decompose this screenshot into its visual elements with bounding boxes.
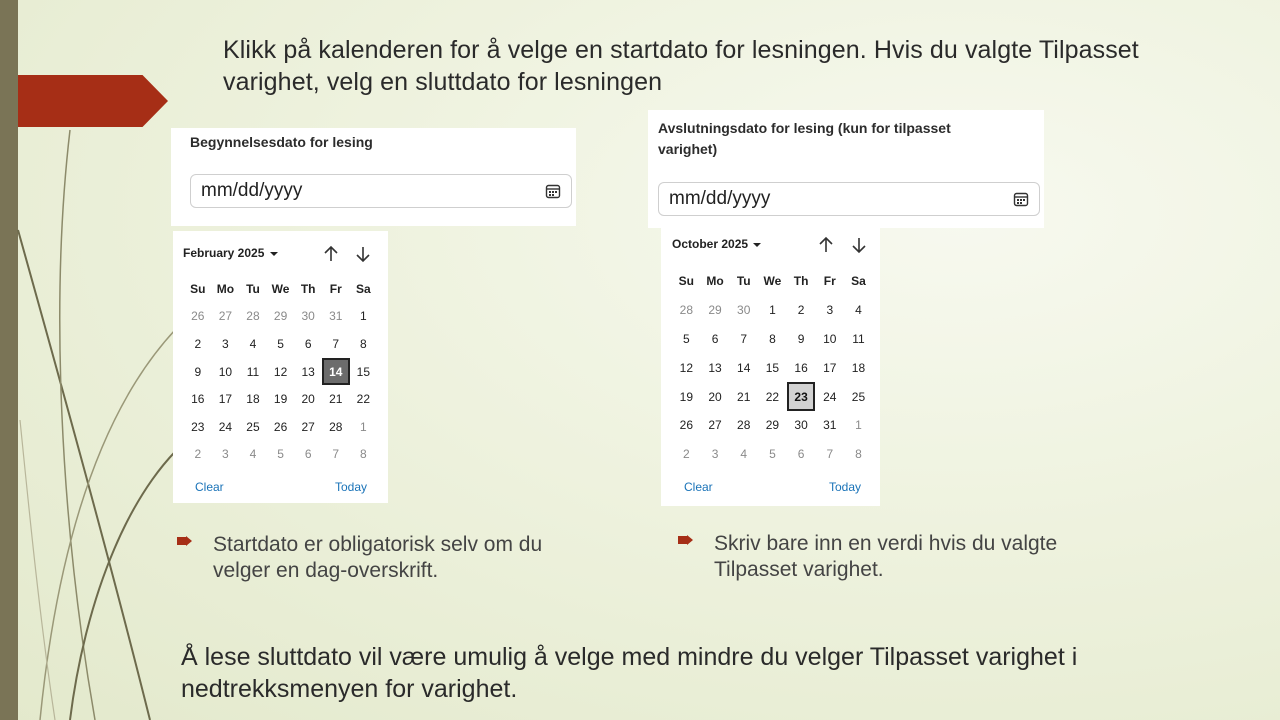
start-day-cell[interactable]: 3: [222, 447, 229, 462]
end-day-cell[interactable]: 3: [711, 447, 719, 462]
end-day-cell[interactable]: 28: [679, 303, 694, 318]
arrow-up-icon[interactable]: [816, 235, 836, 255]
end-day-cell[interactable]: 1: [855, 418, 862, 433]
start-month-selector[interactable]: February 2025: [183, 246, 278, 260]
end-day-cell[interactable]: 2: [683, 447, 690, 462]
end-day-cell[interactable]: 15: [765, 360, 780, 375]
start-day-cell[interactable]: 2: [194, 336, 202, 351]
start-day-cell[interactable]: 11: [246, 364, 260, 379]
start-day-cell[interactable]: 23: [191, 419, 205, 434]
end-day-cell[interactable]: 12: [679, 360, 694, 375]
end-selected-day[interactable]: 23: [787, 382, 816, 411]
calendar-icon[interactable]: [545, 183, 561, 199]
start-day-cell[interactable]: 1: [360, 419, 367, 434]
end-day-cell[interactable]: 19: [679, 389, 694, 404]
end-date-panel: [648, 110, 1044, 228]
end-day-cell[interactable]: 27: [708, 418, 722, 433]
start-day-cell[interactable]: 4: [249, 336, 257, 351]
start-weekday-header: Su: [190, 281, 206, 296]
end-day-cell[interactable]: 13: [708, 360, 722, 375]
end-day-cell[interactable]: 17: [823, 360, 837, 375]
start-day-cell[interactable]: 24: [218, 419, 233, 434]
start-day-cell[interactable]: 17: [218, 392, 233, 407]
start-day-cell[interactable]: 27: [301, 419, 315, 434]
start-weekday-header: Fr: [329, 281, 342, 296]
end-day-cell[interactable]: 4: [855, 303, 862, 318]
caret-down-icon: [270, 251, 278, 257]
start-day-cell[interactable]: 26: [273, 419, 288, 434]
title-arrow-marker: [18, 75, 168, 127]
end-weekday-header: We: [763, 274, 782, 289]
end-weekday-header: Tu: [736, 274, 751, 289]
end-day-cell[interactable]: 24: [823, 389, 837, 404]
start-day-cell[interactable]: 12: [273, 364, 288, 379]
end-day-cell[interactable]: 4: [740, 447, 748, 462]
end-bullet-text: Skriv bare inn en verdi hvis du valgte Tilpasset varighet.: [714, 532, 1058, 581]
end-day-cell[interactable]: 30: [794, 418, 808, 433]
slide-title: Klikk på kalenderen for å velge en startdato for lesningen. Hvis du valgte Tilpasset varighet, velg en sluttdato for lesningen: [223, 36, 1139, 96]
start-weekday-header: Tu: [246, 281, 260, 296]
end-day-cell[interactable]: 9: [797, 331, 805, 346]
start-weekday-header: Th: [300, 281, 316, 296]
end-day-cell[interactable]: 3: [826, 303, 834, 318]
start-weekday-header: Mo: [216, 281, 235, 296]
end-day-cell[interactable]: 18: [851, 360, 866, 375]
end-weekday-header: Th: [793, 274, 809, 289]
slide-footer-note: Å lese sluttdato vil være umulig å velge med mindre du velger Tilpasset varighet i nedtrekksmenyen for varighet.: [181, 643, 1078, 703]
start-day-cell[interactable]: 28: [329, 419, 343, 434]
end-date-placeholder: mm/dd/yyyy: [669, 188, 771, 209]
start-date-label: Begynnelsesdato for lesing: [190, 134, 373, 150]
start-day-cell[interactable]: 5: [277, 447, 284, 462]
end-day-cell[interactable]: 6: [797, 447, 805, 462]
start-day-cell[interactable]: 3: [222, 336, 229, 351]
end-weekday-header: Fr: [823, 274, 836, 289]
start-day-cell[interactable]: 10: [218, 364, 233, 379]
end-weekday-header: Sa: [851, 274, 866, 289]
end-day-cell[interactable]: 7: [826, 447, 834, 462]
start-day-cell[interactable]: 20: [301, 392, 315, 407]
end-clear-button[interactable]: Clear: [684, 480, 713, 494]
end-month-selector[interactable]: October 2025: [672, 237, 761, 251]
start-day-cell[interactable]: 4: [249, 447, 257, 462]
start-day-cell[interactable]: 2: [194, 447, 202, 462]
end-day-cell[interactable]: 7: [740, 331, 748, 346]
start-day-cell[interactable]: 21: [329, 392, 343, 407]
end-calendar-grid: [672, 267, 873, 469]
start-weekday-header: We: [271, 281, 290, 296]
start-date-input[interactable]: [190, 174, 572, 208]
start-date-placeholder: mm/dd/yyyy: [201, 180, 303, 201]
start-day-cell[interactable]: 30: [301, 309, 315, 324]
start-day-cell[interactable]: 16: [191, 392, 205, 407]
end-day-cell[interactable]: 1: [769, 303, 776, 318]
start-calendar-grid: [184, 275, 377, 468]
start-day-cell[interactable]: 27: [218, 309, 233, 324]
start-clear-button[interactable]: Clear: [195, 480, 224, 494]
start-calendar-popup: [173, 231, 388, 503]
start-day-cell[interactable]: 5: [277, 336, 284, 351]
end-weekday-header: Mo: [706, 274, 724, 289]
start-weekday-header: Sa: [356, 281, 371, 296]
arrow-up-icon[interactable]: [321, 244, 341, 264]
start-bullet-text: Startdato er obligatorisk selv om du velger en dag-overskrift.: [213, 533, 543, 582]
start-day-cell[interactable]: 6: [304, 336, 312, 351]
end-date-input[interactable]: [658, 182, 1040, 216]
arrow-bullet-icon: [177, 536, 192, 546]
end-day-cell[interactable]: 14: [737, 360, 751, 375]
calendar-icon[interactable]: [1013, 191, 1029, 207]
end-day-cell[interactable]: 20: [708, 389, 722, 404]
end-day-cell[interactable]: 21: [737, 389, 751, 404]
start-day-cell[interactable]: 6: [304, 447, 312, 462]
start-day-cell[interactable]: 7: [332, 447, 340, 462]
end-today-button[interactable]: Today: [829, 480, 862, 494]
end-day-cell[interactable]: 26: [679, 418, 694, 433]
start-day-cell[interactable]: 31: [329, 309, 343, 324]
end-date-label: Avslutningsdato for lesing (kun for tilpasset varighet): [658, 120, 951, 157]
end-day-cell[interactable]: 22: [765, 389, 780, 404]
start-day-cell[interactable]: 7: [332, 336, 340, 351]
arrow-down-icon[interactable]: [849, 235, 869, 255]
start-day-cell[interactable]: 13: [301, 364, 315, 379]
start-date-panel: [171, 128, 576, 226]
end-day-cell[interactable]: 29: [708, 303, 722, 318]
end-day-cell[interactable]: 8: [855, 447, 862, 462]
end-day-cell[interactable]: 29: [765, 418, 780, 433]
end-day-cell[interactable]: 5: [769, 447, 776, 462]
caret-down-icon: [753, 242, 761, 248]
end-day-cell[interactable]: 6: [711, 331, 719, 346]
end-day-cell[interactable]: 31: [823, 418, 837, 433]
end-weekday-header: Su: [678, 274, 695, 289]
arrow-bullet-icon: [678, 535, 693, 545]
end-day-cell[interactable]: 16: [794, 360, 808, 375]
end-day-cell[interactable]: 25: [851, 389, 866, 404]
start-day-cell[interactable]: 1: [360, 309, 367, 324]
start-day-cell[interactable]: 28: [246, 309, 260, 324]
start-day-cell[interactable]: 8: [360, 447, 367, 462]
end-day-cell[interactable]: 8: [769, 331, 776, 346]
start-day-cell[interactable]: 26: [191, 309, 205, 324]
end-day-cell[interactable]: 28: [737, 418, 751, 433]
start-day-cell[interactable]: 9: [194, 364, 202, 379]
end-day-cell[interactable]: 5: [683, 331, 690, 346]
start-day-cell[interactable]: 22: [356, 392, 371, 407]
start-day-cell[interactable]: 15: [356, 364, 371, 379]
start-day-cell[interactable]: 19: [273, 392, 288, 407]
start-today-button[interactable]: Today: [335, 480, 368, 494]
start-day-cell[interactable]: 18: [246, 392, 260, 407]
end-calendar-popup: [661, 228, 880, 506]
start-day-cell[interactable]: 25: [246, 419, 260, 434]
start-day-cell[interactable]: 8: [360, 336, 367, 351]
start-selected-day[interactable]: 14: [322, 358, 350, 386]
end-day-cell[interactable]: 11: [852, 331, 865, 346]
end-day-cell[interactable]: 2: [797, 303, 805, 318]
end-day-cell[interactable]: 10: [823, 331, 837, 346]
arrow-down-icon[interactable]: [353, 244, 373, 264]
start-day-cell[interactable]: 29: [273, 309, 288, 324]
end-day-cell[interactable]: 30: [737, 303, 751, 318]
